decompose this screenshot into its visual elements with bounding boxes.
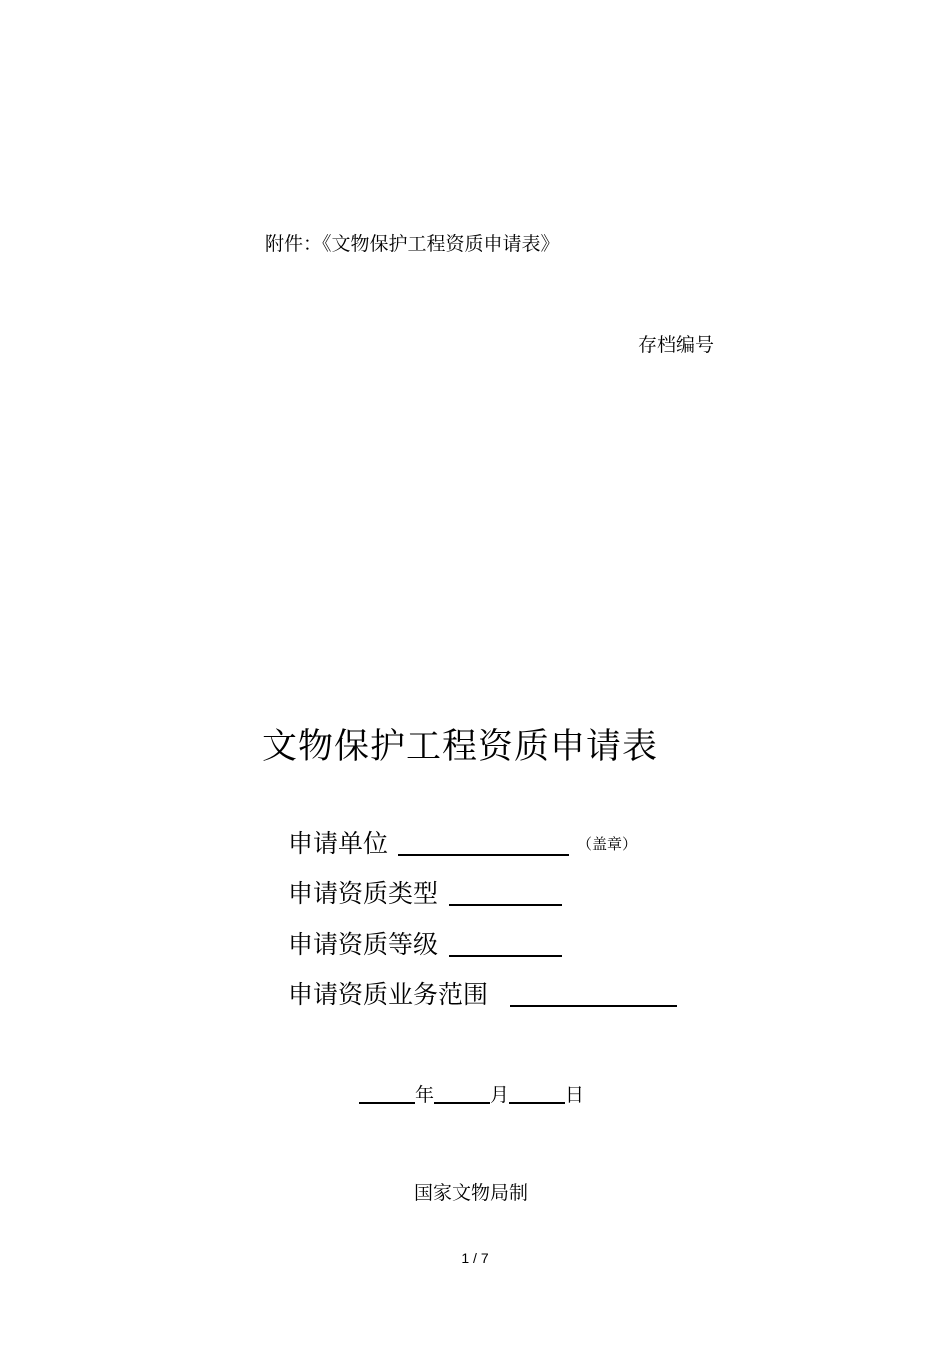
day-blank[interactable] [509,1088,565,1104]
archive-number-label: 存档编号 [638,334,715,356]
qualification-type-blank[interactable] [449,884,562,906]
seal-note: （盖章） [577,835,638,853]
business-scope-row [288,975,677,1011]
qualification-grade-label: 申请资质等级 [288,930,439,959]
qualification-grade-row [288,925,562,961]
date-row [359,1080,584,1107]
document-title: 文物保护工程资质申请表 [262,727,659,767]
month-blank[interactable] [434,1088,490,1104]
applicant-unit-label: 申请单位 [288,829,389,858]
year-blank[interactable] [359,1088,415,1104]
day-label: 日 [565,1084,585,1106]
applicant-unit-row [288,824,637,860]
page-indicator: 1 / 7 [461,1250,489,1266]
month-label: 月 [490,1084,510,1106]
qualification-type-row [288,874,562,910]
issuer-label: 国家文物局制 [414,1182,529,1204]
applicant-unit-blank[interactable] [398,834,569,856]
qualification-type-label: 申请资质类型 [288,879,439,908]
business-scope-blank[interactable] [510,985,677,1007]
attachment-line: 附件：《文物保护工程资质申请表》 [265,233,560,255]
business-scope-label: 申请资质业务范围 [288,980,489,1009]
qualification-grade-blank[interactable] [449,935,562,957]
year-label: 年 [415,1084,435,1106]
